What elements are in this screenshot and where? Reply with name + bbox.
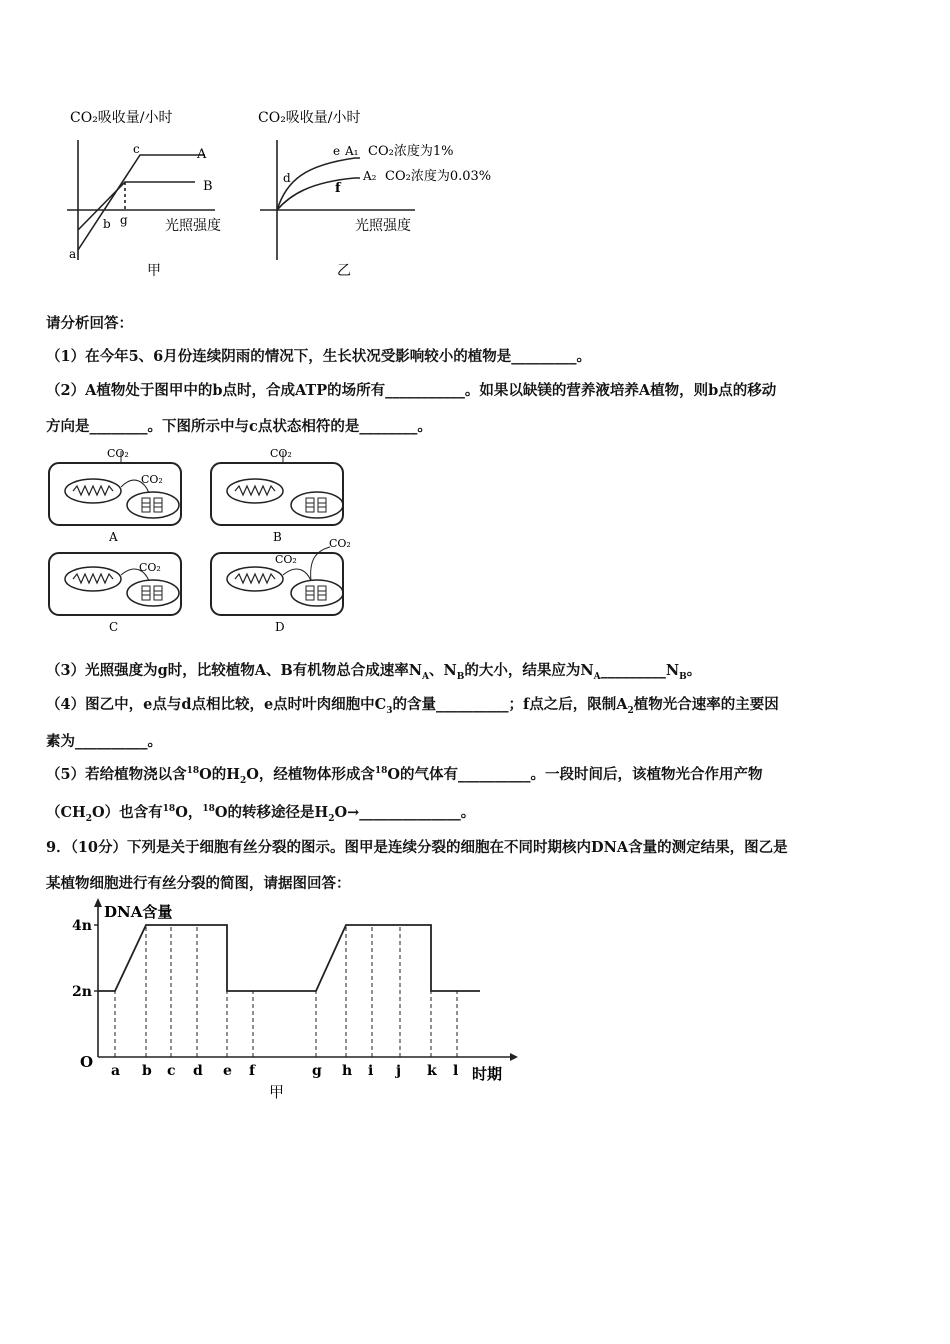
- dna-chart: [60, 895, 530, 1105]
- line-B: B: [203, 179, 213, 194]
- cell-label-B: B: [273, 530, 282, 544]
- yi-caption: 乙: [337, 263, 351, 279]
- jia-xlabel: 光照强度: [165, 218, 221, 234]
- question-3: （3）光照强度为g时，比较植物A、B有机物总合成速率$N_A$、$N_B$的大小，结果应为$N_A\_\_\_\_\_\_\_\_\_N_B$。: [46, 662, 702, 682]
- label-c1: CO₂浓度为1%: [368, 144, 454, 159]
- pt-g: g: [120, 213, 128, 227]
- cell-label-D: D: [275, 620, 285, 634]
- yi-ylabel: CO₂吸收量/小时: [258, 110, 361, 126]
- cell-A: [49, 451, 181, 525]
- xtick-i: i: [368, 1063, 374, 1079]
- pt-d: d: [283, 171, 291, 185]
- cell-C: [49, 553, 181, 615]
- cell-D-co2-out: CO₂: [329, 537, 351, 550]
- label-A1: A₁: [345, 144, 359, 158]
- origin-label: O: [80, 1053, 94, 1071]
- cells-figure: [45, 443, 375, 638]
- pt-b: b: [103, 217, 111, 231]
- co2-graphs: [55, 100, 545, 280]
- cell-A-co2-out: CO₂: [107, 447, 129, 460]
- cell-D-co2-in: CO₂: [275, 553, 297, 566]
- cell-label-C: C: [109, 620, 119, 634]
- label-A2: A₂: [363, 169, 377, 183]
- xtick-k: k: [427, 1063, 437, 1079]
- cell-A-co2-in: CO₂: [141, 473, 163, 486]
- jia-ylabel: CO₂吸收量/小时: [70, 110, 173, 126]
- xtick-l: l: [453, 1063, 459, 1079]
- pt-a: a: [69, 247, 77, 261]
- y-axis-label: DNA含量: [104, 903, 173, 921]
- xtick-b: b: [142, 1063, 152, 1079]
- question-9-line2: 某植物细胞进行有丝分裂的简图，请据图回答：: [46, 875, 351, 892]
- xtick-h: h: [342, 1063, 353, 1079]
- question-1: （1）在今年5、6月份连续阴雨的情况下，生长状况受影响较小的植物是_________。: [46, 348, 592, 365]
- jia-caption: 甲: [147, 263, 161, 279]
- pt-e: e: [333, 144, 341, 158]
- xtick-f: f: [249, 1063, 256, 1079]
- intro-text: 请分析回答：: [46, 315, 133, 332]
- cell-C-co2: CO₂: [139, 561, 161, 574]
- question-9-line1: 9．（10分）下列是关于细胞有丝分裂的图示。图甲是连续分裂的细胞在不同时期核内DNA含量的测定结果，图乙是: [46, 839, 788, 856]
- question-2-line2: 方向是________。下图所示中与c点状态相符的是________。: [46, 418, 432, 435]
- question-2-line1: （2）A植物处于图甲中的b点时，合成ATP的场所有___________。如果以缺镁的营养液培养A植物，则b点的移动: [46, 382, 777, 399]
- xtick-g: g: [312, 1063, 322, 1079]
- xtick-d: d: [193, 1063, 203, 1079]
- ytick-2n: 2n: [72, 984, 92, 1000]
- x-axis-label: 时期: [472, 1065, 503, 1083]
- yi-xlabel: 光照强度: [355, 218, 411, 234]
- dna-series-line: [98, 925, 480, 991]
- cell-label-A: A: [109, 530, 118, 544]
- x-axis-arrow: [510, 1053, 518, 1061]
- xtick-c: c: [167, 1063, 176, 1079]
- cell-B-co2: CO₂: [270, 447, 292, 460]
- line-A: A: [197, 147, 207, 162]
- cell-B: [211, 451, 343, 525]
- y-axis-arrow: [94, 898, 102, 907]
- chart-caption: 甲: [269, 1083, 285, 1101]
- pt-f: f: [335, 181, 341, 196]
- question-5-line1: （5）若给植物浇以含$^{18}$O的$H_2O$，经植物体形成含$^{18}$O的气体有__________。一段时间后，该植物光合作用产物: [46, 766, 763, 786]
- ytick-4n: 4n: [72, 918, 92, 934]
- question-4-line1: （4）图乙中，e点与d点相比较，e点时叶肉细胞中$C_3$的含量__________；f点之后，限制$A_2$植物光合速率的主要因: [46, 696, 779, 716]
- label-c2: CO₂浓度为0.03%: [385, 169, 492, 184]
- pt-c: c: [133, 142, 140, 156]
- graph-jia: [67, 140, 215, 260]
- xtick-a: a: [111, 1063, 121, 1079]
- question-5-line2: $(CH_2O)$也含有$^{18}$O，$^{18}$O的转移途径是$H_2O\to\_\_\_\_\_\_\_\_\_\_\_\_\_\_$。: [46, 804, 476, 824]
- question-4-line2: 素为__________。: [46, 733, 162, 750]
- xtick-j: j: [396, 1063, 402, 1079]
- xtick-e: e: [223, 1063, 232, 1079]
